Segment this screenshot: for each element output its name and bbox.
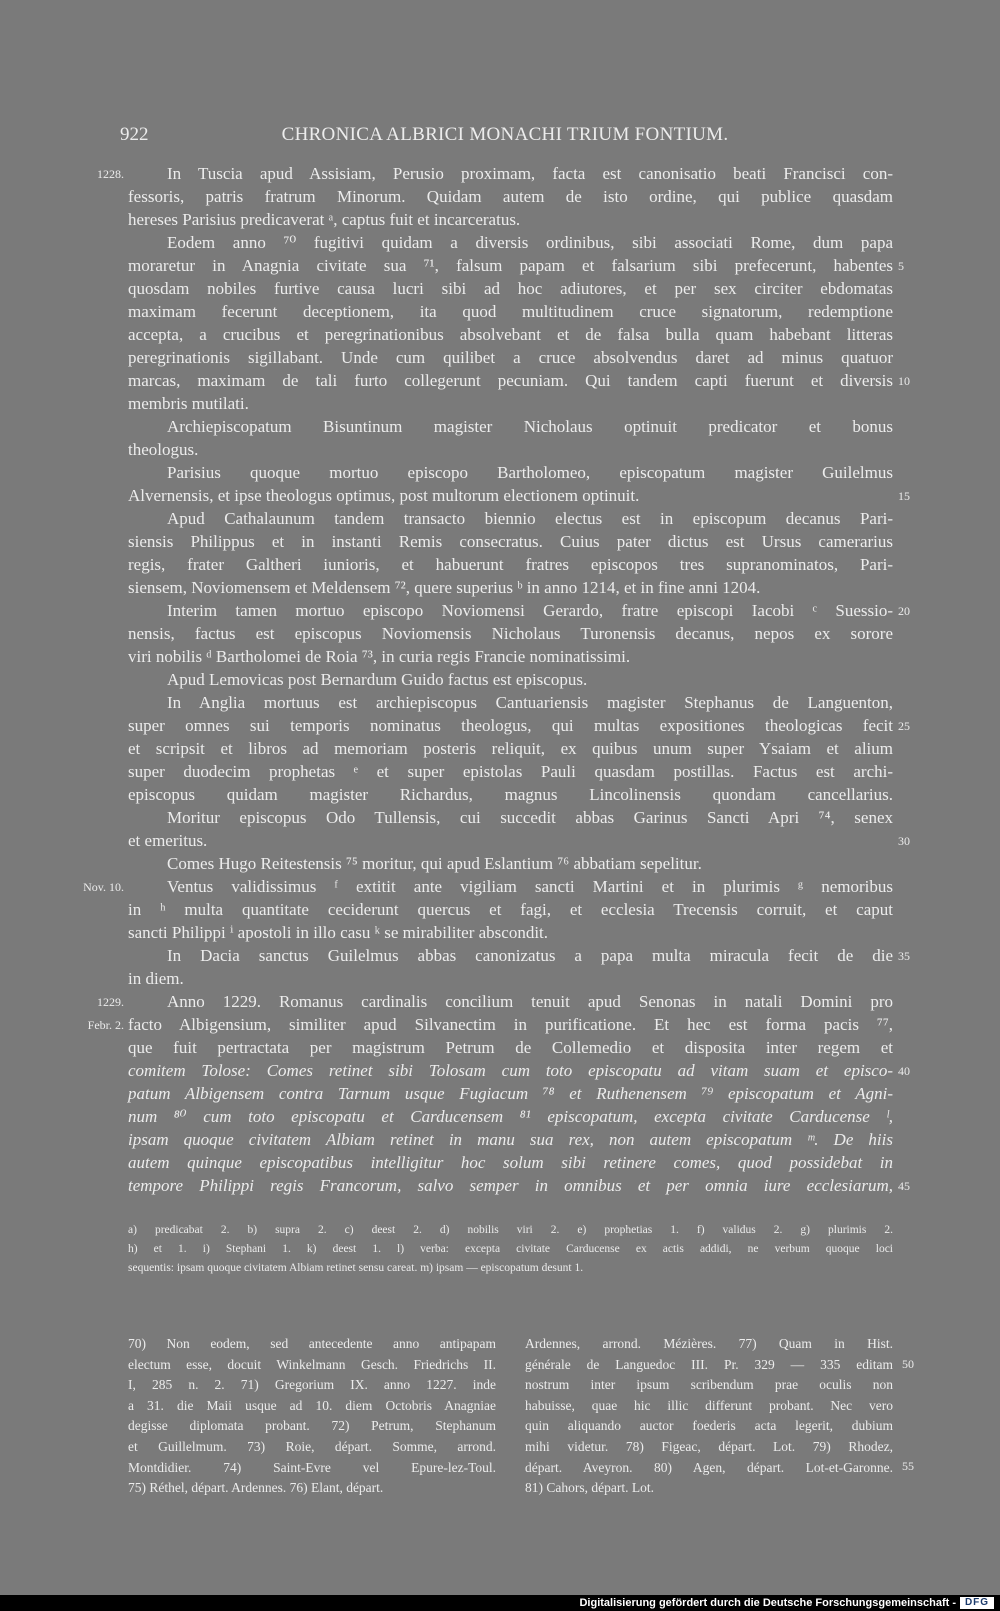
text-line: Anno 1229. Romanus cardinalis concilium tenuit apud Senonas in natali Domini pro <box>167 992 893 1011</box>
footnote-line: electum esse, docuit Winkelmann Gesch. Friedrichs II. <box>128 1356 496 1372</box>
text-line: patum Albigensem contra Tarnum usque Fugiacum ⁷⁸ et Ruthenensem ⁷⁹ episcopatum et Agni- <box>128 1084 893 1103</box>
text-line: comitem Tolose: Comes retinet sibi Tolosam cum toto episcopatu ad vitam suam et episco- <box>128 1061 893 1080</box>
line-number: 20 <box>898 604 910 618</box>
apparatus-line: sequentis: ipsam quoque civitatem Albiam retinet sensu careat. m) ipsam — episcopatum desunt 1. <box>128 1262 584 1274</box>
footnote-line-number: 55 <box>902 1459 914 1473</box>
text-line: Apud Lemovicas post Bernardum Guido factus est episcopus. <box>167 670 588 689</box>
text-line: moraretur in Anagnia civitate sua ⁷¹, falsum papam et falsarium sibi prefecerunt, habentes <box>128 256 893 275</box>
text-line: et emeritus. <box>128 831 208 850</box>
footnote-line: nostrum inter ipsum scribendum prae oculis non <box>525 1377 893 1393</box>
line-number: 45 <box>898 1179 910 1193</box>
text-line: sancti Philippi ⁱ apostoli in illo casu ᵏ se mirabiliter abscondit. <box>128 923 549 942</box>
footnote-line: Montdidier. 74) Saint-Evre vel Epure-lez-Toul. <box>128 1459 496 1475</box>
running-title: CHRONICA ALBRICI MONACHI TRIUM FONTIUM. <box>281 124 729 145</box>
margin-date: Febr. 2. <box>87 1018 124 1032</box>
text-line: facto Albigensium, similiter apud Silvanectim in purificatione. Et hec est forma pacis ⁷⁷, <box>128 1015 893 1034</box>
text-line: quosdam nobiles furtive causa lucri sibi ad hoc adiutores, et per sex circiter ebdomatas <box>128 279 893 298</box>
text-line: Alvernensis, et ipse theologus optimus, post multorum electionem optinuit. <box>128 486 640 505</box>
text-line: In Tuscia apud Assisiam, Perusio proximam, facta est canonisatio beati Francisci con- <box>167 164 893 183</box>
footer-bar <box>0 1595 1000 1611</box>
line-number: 15 <box>898 489 910 503</box>
footnote-line-number: 50 <box>902 1357 914 1371</box>
page-header <box>120 124 890 150</box>
margin-date: 1228. <box>97 167 124 181</box>
text-line: in diem. <box>128 969 184 988</box>
page-number: 922 <box>120 124 149 145</box>
text-line: que fuit pertractata per magistrum Petrum de Collemedio et disposita inter regem et <box>128 1038 893 1057</box>
text-line: tempore Philippi regis Francorum, salvo semper in omnibus et per omnia iure ecclesiarum, <box>128 1176 893 1195</box>
dfg-logo: DFG <box>960 1597 994 1609</box>
text-line: Archiepiscopatum Bisuntinum magister Nicholaus optinuit predicator et bonus <box>167 417 893 436</box>
text-line: accepta, a crucibus et peregrinationibus absolvebant et de falsa bulla quam habebant litteras <box>128 325 893 344</box>
text-line: Parisius quoque mortuo episcopo Bartholomeo, episcopatum magister Guilelmus <box>167 463 893 482</box>
margin-date: Nov. 10. <box>83 880 124 894</box>
text-line: theologus. <box>128 440 199 459</box>
footnote-line: degisse diplomata probant. 72) Petrum, Stephanum <box>128 1418 496 1434</box>
footer-credit: Digitalisierung gefördert durch die Deutsche Forschungsgemeinschaft - <box>579 1597 956 1609</box>
text-line: nensis, factus est episcopus Noviomensis Nicholaus Turonensis decanus, nepos ex sorore <box>128 624 893 643</box>
footnote-line: générale de Languedoc III. Pr. 329 — 335 editam <box>525 1356 893 1372</box>
text-line: Ventus validissimus ᶠ extitit ante vigiliam sancti Martini et in plurimis ᵍ nemoribus <box>167 877 893 896</box>
text-line: Apud Cathalaunum tandem transacto biennio electus est in episcopum decanus Pari- <box>167 509 893 528</box>
text-line: hereses Parisius predicaverat ᵃ, captus fuit et incarceratus. <box>128 210 521 229</box>
footnote-line: 81) Cahors, départ. Lot. <box>525 1480 654 1496</box>
line-number: 30 <box>898 834 910 848</box>
line-number: 10 <box>898 374 910 388</box>
text-line: peregrinationis sigillabant. Unde cum quilibet a cruce absolvendus daret ad minus quatuor <box>128 348 893 367</box>
text-line: In Anglia mortuus est archiepiscopus Cantuariensis magister Stephanus de Languenton, <box>167 693 893 712</box>
footnote-line: mihi videtur. 78) Figeac, départ. Lot. 79) Rhodez, <box>525 1438 893 1454</box>
footnote-line: 75) Réthel, départ. Ardennes. 76) Elant, départ. <box>128 1480 384 1496</box>
text-line: siensem, Noviomensem et Meldensem ⁷², quere superius ᵇ in anno 1214, et in fine anni 1204. <box>128 578 761 597</box>
text-line: fessoris, patris fratrum Minorum. Quidam autem de isto ordine, qui publice quasdam <box>128 187 893 206</box>
footnote-line: 70) Non eodem, sed antecedente anno antipapam <box>128 1336 496 1351</box>
text-line: Eodem anno ⁷⁰ fugitivi quidam a diversis ordinibus, sibi associati Rome, dum papa <box>167 233 893 252</box>
text-line: Interim tamen mortuo episcopo Noviomensi Gerardo, fratre episcopi Iacobi ᶜ Suessio- <box>167 601 893 620</box>
text-line: marcas, maximam de tali furto collegerunt pecuniam. Qui tandem capti fuerunt et diversis <box>128 371 893 390</box>
text-line: in ʰ multa quantitate ceciderunt quercus et fagi, et ecclesia Trecensis corruit, et caput <box>128 900 893 919</box>
line-number: 25 <box>898 719 910 733</box>
text-line: episcopus quidam magister Richardus, magnus Lincolinensis quondam cancellarius. <box>128 785 893 804</box>
text-line: regis, frater Galtheri iunioris, et habuerunt fratres episcopos tres supranominatos, Pari- <box>128 555 893 574</box>
apparatus-line: a) predicabat 2. b) supra 2. c) deest 2. d) nobilis viri 2. e) prophetias 1. f) validus 2. g) plurimis 2. <box>128 1224 893 1236</box>
line-number: 40 <box>898 1064 910 1078</box>
footnotes-left-column <box>128 1334 496 1499</box>
text-line: siensis Philippus et in instanti Remis consecratus. Cuius pater dictus est Ursus camerarius <box>128 532 893 551</box>
margin-date: 1229. <box>97 995 124 1009</box>
text-line: ipsam quoque civitatem Albiam retinet in manu sua rex, non autem episcopatum ᵐ. De hiis <box>128 1130 893 1149</box>
text-line: autem quinque episcopatibus intelligitur hoc solum sibi retinere comes, quod possidebat in <box>128 1153 893 1172</box>
line-number: 35 <box>898 949 910 963</box>
text-line: Moritur episcopus Odo Tullensis, cui succedit abbas Garinus Sancti Apri ⁷⁴, senex <box>167 808 893 827</box>
text-line: num ⁸⁰ cum toto episcopatu et Carducensem ⁸¹ episcopatum, excepta civitate Carducense ˡ, <box>128 1107 893 1126</box>
footnotes-right-column <box>525 1334 893 1499</box>
text-line: et scripsit et libros ad memoriam posteris reliquit, ex quibus unum super Ysaiam et alium <box>128 739 893 758</box>
text-line: viri nobilis ᵈ Bartholomei de Roia ⁷³, in curia regis Francie nominatissimi. <box>128 647 631 666</box>
footnote-line: départ. Aveyron. 80) Agen, départ. Lot-et-Garonne. <box>525 1459 893 1475</box>
footnote-line: a 31. die Maii usque ad 10. diem Octobris Anagniae <box>128 1397 496 1413</box>
apparatus-line: h) et 1. i) Stephani 1. k) deest 1. l) verba: excepta civitate Carducense ex actis addidi, ne verbum quoque loci <box>128 1243 893 1255</box>
text-line: super duodecim prophetas ᵉ et super epistolas Pauli quasdam postillas. Factus est archi- <box>128 762 893 781</box>
footnote-line: habuisse, quae hic illic differunt probant. Nec vero <box>525 1397 893 1413</box>
text-line: maximam fecerunt deceptionem, ita quod multitudinem cruce signatorum, redemptione <box>128 302 893 321</box>
text-line: In Dacia sanctus Guilelmus abbas canonizatus a papa multa miracula fecit de die <box>167 946 893 965</box>
footnote-line: I, 285 n. 2. 71) Gregorium IX. anno 1227. inde <box>128 1377 496 1393</box>
text-line: membris mutilati. <box>128 394 249 413</box>
text-line: super omnes sui temporis nominatus theologus, qui multas expositiones theologicas fecit <box>128 716 893 735</box>
text-line: Comes Hugo Reitestensis ⁷⁵ moritur, qui apud Eslantium ⁷⁶ abbatiam sepelitur. <box>167 854 702 873</box>
footnote-line: quin aliquando auctor foederis acta legerit, dubium <box>525 1418 893 1434</box>
line-number: 5 <box>898 259 904 273</box>
footnote-line: Ardennes, arrond. Mézières. 77) Quam in Hist. <box>525 1336 893 1351</box>
footnote-line: et Guillelmum. 73) Roie, départ. Somme, arrond. <box>128 1438 496 1454</box>
